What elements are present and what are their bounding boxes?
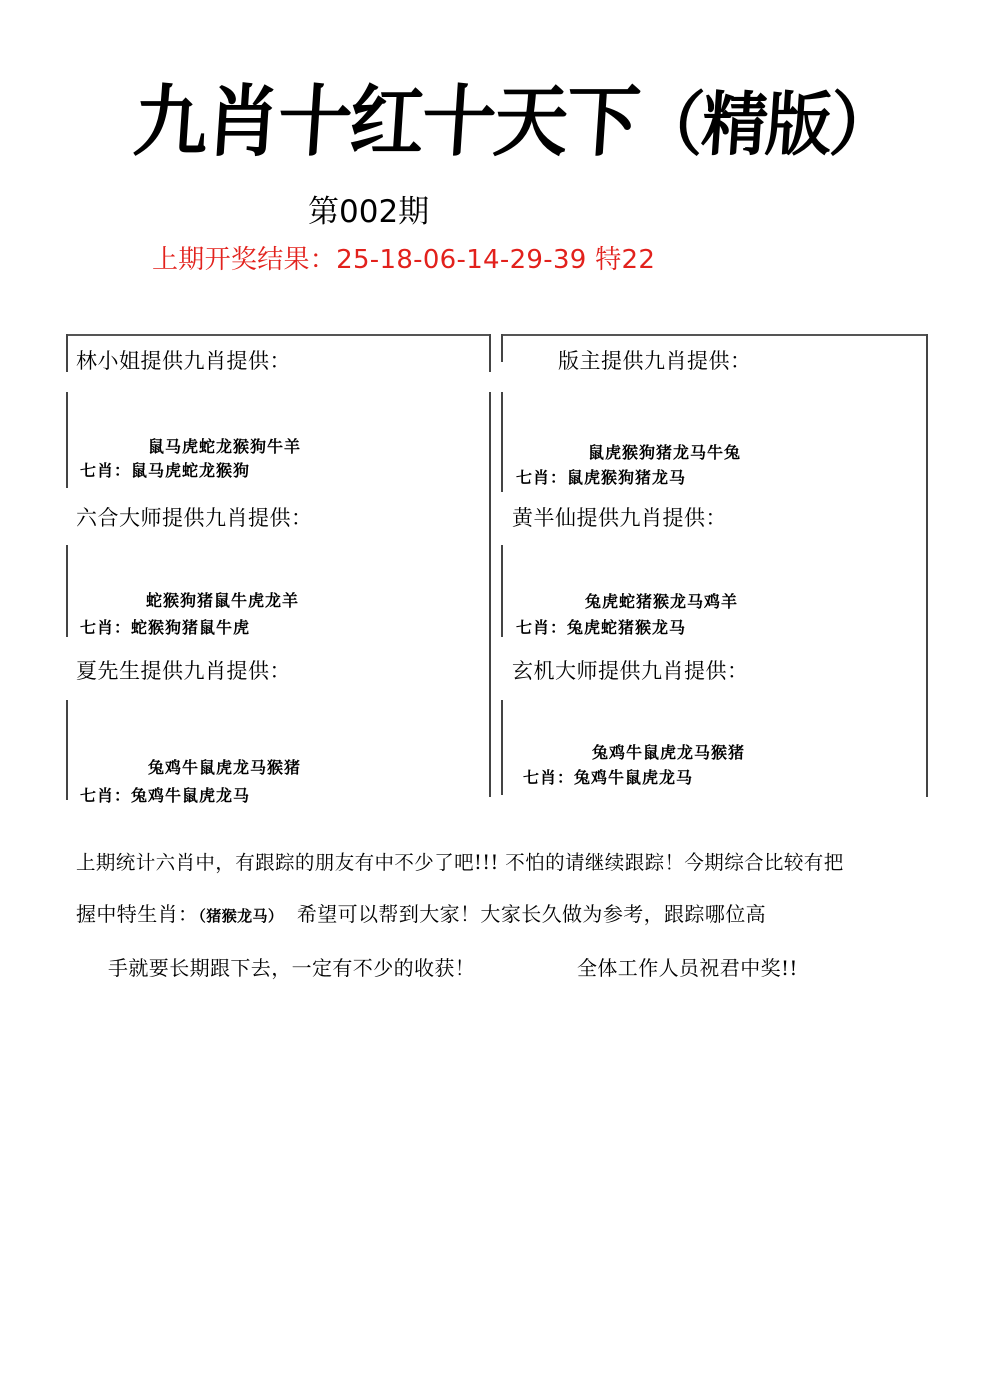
seven-values: 鼠马虎蛇龙猴狗 xyxy=(131,461,251,480)
box-title-lin: 林小姐提供九肖提供： xyxy=(76,349,291,373)
seven-values: 兔鸡牛鼠虎龙马 xyxy=(131,786,251,805)
right-panel-left-border xyxy=(501,700,503,795)
box-title-xuanji-master: 玄机大师提供九肖提供： xyxy=(512,659,749,683)
seven-values: 兔鸡牛鼠虎龙马 xyxy=(574,768,694,787)
last-result-numbers: 25-18-06-14-29-39 xyxy=(336,245,587,275)
footer-line-2-prefix: 握中特生肖： xyxy=(76,902,199,926)
seven-label: 七肖： xyxy=(80,786,132,805)
seven-label: 七肖： xyxy=(80,618,132,637)
seven-zodiac-lin xyxy=(80,460,250,482)
nine-zodiac-moderator: 鼠虎猴狗猪龙马牛兔 xyxy=(588,443,742,462)
title-suffix: （精版） xyxy=(635,84,897,166)
seven-zodiac-xuanji-master xyxy=(523,767,693,789)
seven-label: 七肖： xyxy=(80,461,132,480)
seven-zodiac-xia xyxy=(80,785,250,807)
nine-zodiac-liuhe-master: 蛇猴狗猪鼠牛虎龙羊 xyxy=(146,591,300,610)
title-main: 九肖十红十天下 xyxy=(130,76,642,168)
right-panel-right-border xyxy=(926,334,928,797)
seven-label: 七肖： xyxy=(523,768,575,787)
box-title-xia: 夏先生提供九肖提供： xyxy=(76,659,291,683)
seven-label: 七肖： xyxy=(516,468,568,487)
box-title-huang: 黄半仙提供九肖提供： xyxy=(512,506,727,530)
box-title-liuhe-master: 六合大师提供九肖提供： xyxy=(76,506,313,530)
right-panel-left-border xyxy=(501,545,503,637)
nine-zodiac-xuanji-master: 兔鸡牛鼠虎龙马猴猪 xyxy=(592,743,746,762)
issue-number: 第002期 xyxy=(308,194,430,230)
special-zodiac-pick: （猪猴龙马） xyxy=(198,907,284,925)
last-result-label: 上期开奖结果： xyxy=(152,245,337,275)
left-panel-left-border xyxy=(66,700,68,800)
nine-zodiac-xia: 兔鸡牛鼠虎龙马猴猪 xyxy=(148,758,302,777)
left-panel-right-border xyxy=(489,334,491,372)
seven-zodiac-liuhe-master xyxy=(80,617,250,639)
nine-zodiac-huang: 兔虎蛇猪猴龙马鸡羊 xyxy=(585,592,739,611)
left-panel-top-border xyxy=(66,334,491,336)
seven-values: 蛇猴狗猪鼠牛虎 xyxy=(131,618,251,637)
left-panel-right-border xyxy=(489,392,491,797)
footer-line-3a: 手就要长期跟下去，一定有不少的收获！ xyxy=(108,956,476,980)
footer-line-2-suffix: 希望可以帮到大家！大家长久做为参考，跟踪哪位高 xyxy=(296,902,767,926)
right-panel-left-border xyxy=(501,392,503,492)
seven-values: 鼠虎猴狗猪龙马 xyxy=(567,468,687,487)
left-panel-left-border xyxy=(66,392,68,488)
seven-label: 七肖： xyxy=(516,618,568,637)
special-number: 特22 xyxy=(595,245,656,275)
footer-line-2 xyxy=(76,899,766,931)
right-panel-top-border xyxy=(502,334,928,336)
left-panel-left-border xyxy=(66,334,68,372)
footer-line-1: 上期统计六肖中，有跟踪的朋友有中不少了吧!!! 不怕的请继续跟踪！今期综合比较有把 xyxy=(76,851,844,874)
last-result xyxy=(152,240,655,280)
seven-zodiac-moderator xyxy=(516,467,686,489)
seven-zodiac-huang xyxy=(516,617,686,639)
nine-zodiac-lin: 鼠马虎蛇龙猴狗牛羊 xyxy=(148,437,302,456)
left-panel-left-border xyxy=(66,545,68,637)
footer-line-3b: 全体工作人员祝君中奖!! xyxy=(577,956,798,980)
seven-values: 兔虎蛇猪猴龙马 xyxy=(567,618,687,637)
right-panel-left-border xyxy=(501,334,503,362)
page-title xyxy=(130,70,897,175)
box-title-moderator: 版主提供九肖提供： xyxy=(558,349,752,373)
